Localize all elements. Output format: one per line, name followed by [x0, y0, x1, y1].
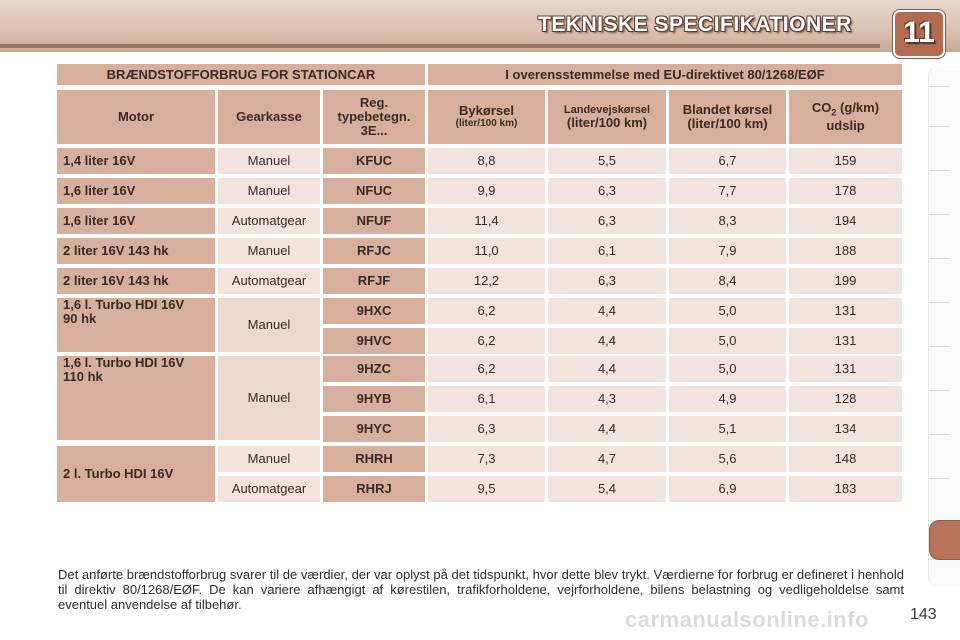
- gearbox-cell: Manuel: [218, 446, 320, 472]
- co2-emission-cell: 131: [789, 356, 902, 382]
- type-code-line-2: typebetegn.: [337, 109, 411, 124]
- side-tab-divider: [929, 86, 949, 87]
- gearbox-cell: Manuel: [218, 356, 320, 440]
- side-tab-divider: [929, 346, 949, 347]
- co2-emission-cell: 188: [789, 238, 902, 264]
- page-number: 143: [910, 606, 937, 623]
- engine-cell: 1,6 liter 16V: [57, 208, 215, 234]
- highway-label: Landevejskørsel: [563, 104, 651, 116]
- side-tab-strip: [928, 66, 960, 586]
- gearbox-cell: Manuel: [218, 148, 320, 174]
- side-tab-divider: [929, 126, 949, 127]
- engine-power: 90 hk: [63, 311, 97, 326]
- city-consumption-cell: 8,8: [428, 148, 545, 174]
- side-tab-divider: [929, 258, 949, 259]
- mixed-consumption-cell: 5,0: [669, 298, 786, 324]
- highway-consumption-cell: 5,5: [548, 148, 666, 174]
- type-code-cell: RFJC: [323, 238, 425, 264]
- city-consumption-cell: 6,2: [428, 328, 545, 354]
- gearbox-cell: Manuel: [218, 298, 320, 352]
- type-code-cell: NFUC: [323, 178, 425, 204]
- engine-name: 1,6 l. Turbo HDI 16V: [63, 355, 185, 370]
- side-tab-divider: [929, 214, 949, 215]
- watermark: carmanualsonline.info: [625, 607, 869, 632]
- city-consumption-cell: 6,2: [428, 298, 545, 324]
- city-consumption-cell: 6,2: [428, 356, 545, 382]
- city-unit: (liter/100 km): [455, 118, 518, 129]
- type-code-cell: 9HYC: [323, 416, 425, 442]
- city-consumption-cell: 12,2: [428, 268, 545, 294]
- type-code-line-3: 3E...: [360, 123, 388, 138]
- gearbox-cell: Manuel: [218, 178, 320, 204]
- chapter-number: 11: [903, 16, 935, 49]
- mixed-consumption-cell: 6,7: [669, 148, 786, 174]
- mixed-consumption-cell: 7,7: [669, 178, 786, 204]
- footnote: Det anførte brændstofforbrug svarer til de værdier, der var oplyst på det tidspunkt, hvor dette blev trykt. Værdierne for forbrug er defineret i henhold til direktiv 80/1268/EØF. De kan variere afhængigt af kørestilen, trafikforholdene, vejrforholdene, bilens belastning og vedligeholdelse samt eventuel anvendelse af tilbehør.: [58, 567, 904, 612]
- mixed-consumption-cell: 8,3: [669, 208, 786, 234]
- engine-power: 110 hk: [63, 369, 103, 384]
- mixed-consumption-cell: 8,4: [669, 268, 786, 294]
- mixed-label: Blandet kørsel: [682, 102, 773, 117]
- co2-emission-cell: 199: [789, 268, 902, 294]
- type-code-cell: 9HXC: [323, 298, 425, 324]
- highway-consumption-cell: 5,4: [548, 476, 666, 502]
- mixed-consumption-cell: 7,9: [669, 238, 786, 264]
- engine-cell: [57, 298, 215, 352]
- co2-emission-cell: 194: [789, 208, 902, 234]
- engine-name: 1,6 l. Turbo HDI 16V: [63, 297, 185, 312]
- column-header-city: [428, 90, 545, 144]
- city-consumption-cell: 11,0: [428, 238, 545, 264]
- chapter-tab-active[interactable]: [929, 520, 960, 560]
- city-consumption-cell: 7,3: [428, 446, 545, 472]
- type-code-cell: NFUF: [323, 208, 425, 234]
- side-tab-divider: [929, 302, 949, 303]
- engine-cell: [57, 356, 215, 440]
- type-code-cell: RHRJ: [323, 476, 425, 502]
- co2-emission-cell: 128: [789, 386, 902, 412]
- city-consumption-cell: 6,1: [428, 386, 545, 412]
- engine-cell: 2 liter 16V 143 hk: [57, 238, 215, 264]
- highway-consumption-cell: 4,4: [548, 356, 666, 382]
- highway-consumption-cell: 4,7: [548, 446, 666, 472]
- group-header-right: I overensstemmelse med EU-direktivet 80/1268/EØF: [428, 64, 902, 85]
- gearbox-cell: Manuel: [218, 238, 320, 264]
- type-code-cell: RHRH: [323, 446, 425, 472]
- column-header-type-code: [323, 90, 425, 144]
- co2-subscript: 2: [831, 107, 837, 118]
- highway-consumption-cell: 6,3: [548, 178, 666, 204]
- co2-emission-label: udslip: [826, 118, 865, 134]
- group-header-left: BRÆNDSTOFFORBRUG FOR STATIONCAR: [57, 64, 425, 85]
- mixed-consumption-cell: 5,6: [669, 446, 786, 472]
- co2-emission-cell: 148: [789, 446, 902, 472]
- gearbox-cell: Automatgear: [218, 208, 320, 234]
- co2-emission-cell: 183: [789, 476, 902, 502]
- type-code-cell: 9HZC: [323, 356, 425, 382]
- co2-label: [812, 101, 879, 120]
- side-tab-divider: [929, 390, 949, 391]
- header-rule: [0, 44, 880, 48]
- column-header-mixed: [669, 90, 786, 144]
- type-code-cell: KFUC: [323, 148, 425, 174]
- side-tab-divider: [929, 434, 949, 435]
- mixed-consumption-cell: 4,9: [669, 386, 786, 412]
- column-header-co2: [789, 90, 902, 144]
- mixed-consumption-cell: 5,1: [669, 416, 786, 442]
- side-tab-divider: [929, 478, 949, 479]
- side-tab-divider: [929, 170, 949, 171]
- city-consumption-cell: 6,3: [428, 416, 545, 442]
- mixed-unit: (liter/100 km): [687, 116, 768, 131]
- engine-cell: 1,6 liter 16V: [57, 178, 215, 204]
- page-title: TEKNISKE SPECIFIKATIONER: [538, 13, 852, 36]
- city-consumption-cell: 9,5: [428, 476, 545, 502]
- type-code-line-1: Reg.: [359, 95, 389, 110]
- column-header-highway: [548, 90, 666, 144]
- highway-consumption-cell: 6,3: [548, 268, 666, 294]
- co2-unit: (g/km): [836, 99, 880, 115]
- engine-cell: 2 l. Turbo HDI 16V: [57, 446, 215, 502]
- type-code-cell: 9HYB: [323, 386, 425, 412]
- city-label: Bykørsel: [459, 103, 514, 118]
- mixed-consumption-cell: 6,9: [669, 476, 786, 502]
- column-header-motor: Motor: [57, 90, 215, 144]
- highway-consumption-cell: 4,4: [548, 416, 666, 442]
- co2-emission-cell: 134: [789, 416, 902, 442]
- engine-cell: 2 liter 16V 143 hk: [57, 268, 215, 294]
- city-consumption-cell: 11,4: [428, 208, 545, 234]
- highway-consumption-cell: 4,4: [548, 328, 666, 354]
- highway-unit: (liter/100 km): [566, 115, 648, 130]
- co2-emission-cell: 159: [789, 148, 902, 174]
- type-code-cell: 9HVC: [323, 328, 425, 354]
- highway-consumption-cell: 6,1: [548, 238, 666, 264]
- co2-emission-cell: 131: [789, 298, 902, 324]
- co2-emission-cell: 131: [789, 328, 902, 354]
- co2-emission-cell: 178: [789, 178, 902, 204]
- engine-cell: 1,4 liter 16V: [57, 148, 215, 174]
- mixed-consumption-cell: 5,0: [669, 356, 786, 382]
- gearbox-cell: Automatgear: [218, 476, 320, 502]
- chapter-badge: [893, 10, 945, 58]
- gearbox-cell: Automatgear: [218, 268, 320, 294]
- co2-symbol: CO: [811, 99, 832, 115]
- mixed-consumption-cell: 5,0: [669, 328, 786, 354]
- highway-consumption-cell: 4,3: [548, 386, 666, 412]
- column-header-gearbox: Gearkasse: [218, 90, 320, 144]
- highway-consumption-cell: 4,4: [548, 298, 666, 324]
- highway-consumption-cell: 6,3: [548, 208, 666, 234]
- city-consumption-cell: 9,9: [428, 178, 545, 204]
- type-code-cell: RFJF: [323, 268, 425, 294]
